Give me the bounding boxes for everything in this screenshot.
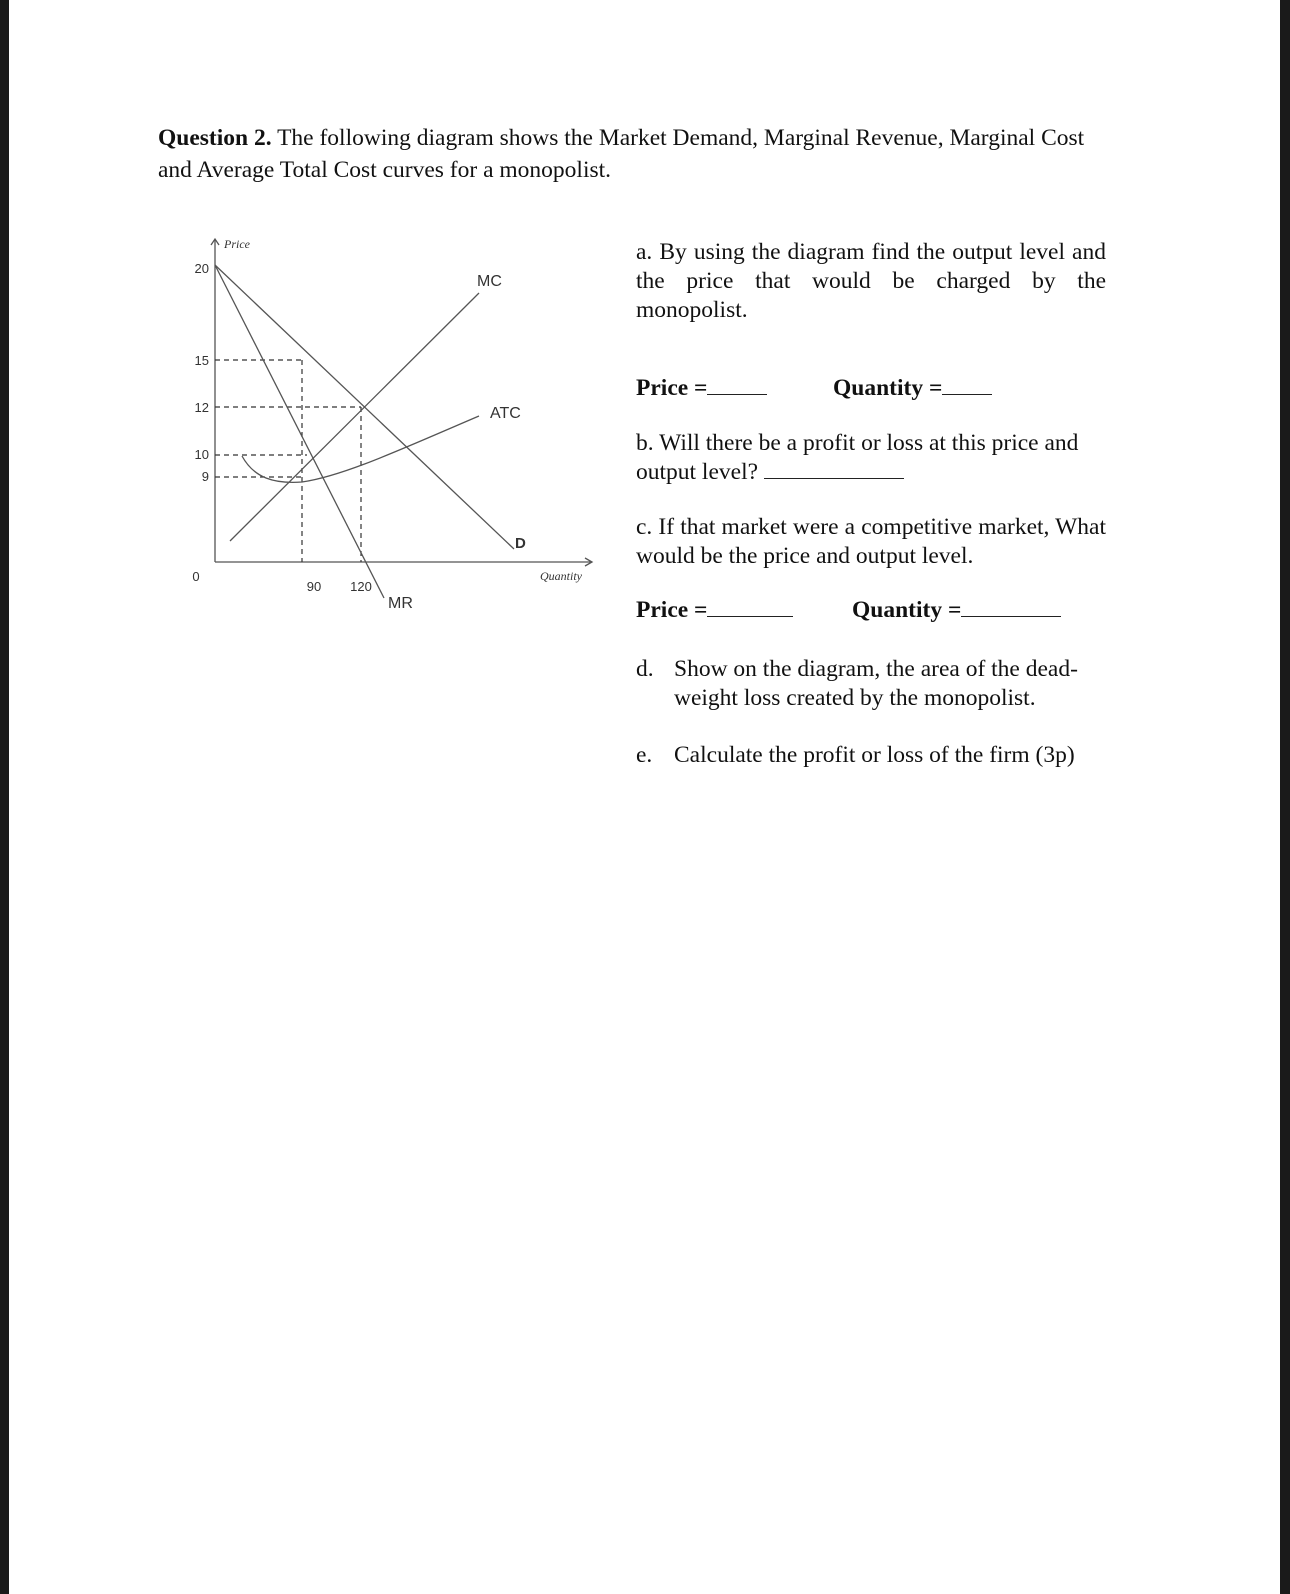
part-e-text: Calculate the profit or loss of the firm (3p) bbox=[674, 742, 1075, 768]
part-a-quantity-blank[interactable] bbox=[942, 374, 992, 395]
qty-tick-90: 90 bbox=[306, 579, 322, 594]
question-intro bbox=[158, 122, 1118, 186]
mc-curve bbox=[230, 293, 479, 541]
price-tick-9: 9 bbox=[201, 469, 209, 484]
part-e-marker: e. bbox=[636, 742, 653, 768]
part-c-price-blank[interactable] bbox=[707, 596, 793, 617]
document-page bbox=[9, 0, 1280, 1594]
part-c-price bbox=[636, 596, 793, 624]
price-tick-10: 10 bbox=[194, 447, 209, 462]
origin-label: 0 bbox=[192, 569, 200, 584]
part-a-text: a. By using the diagram find the output level and the price that would be charged by the monopolist. bbox=[636, 239, 1106, 323]
x-axis-title: Quantity bbox=[540, 569, 582, 583]
part-b bbox=[636, 429, 1106, 487]
price-tick-15: 15 bbox=[194, 353, 209, 368]
atc-label: ATC bbox=[490, 405, 521, 422]
part-a-price-blank[interactable] bbox=[707, 374, 767, 395]
question-text: The following diagram shows the Market Demand, Marginal Revenue, Marginal Cost and Average Total Cost curves for a monopolist. bbox=[158, 125, 1085, 183]
mr-label: MR bbox=[388, 595, 413, 612]
price-tick-20: 20 bbox=[194, 261, 209, 276]
part-c-quantity bbox=[852, 596, 1061, 624]
part-b-text: b. Will there be a profit or loss at this price and output level? bbox=[636, 430, 1079, 485]
price-tick-12: 12 bbox=[194, 400, 209, 415]
mr-curve bbox=[215, 265, 384, 598]
monopoly-diagram bbox=[174, 228, 604, 628]
part-a-quantity bbox=[833, 374, 992, 402]
y-axis-title: Price bbox=[224, 237, 250, 251]
part-c-price-label: Price = bbox=[636, 597, 708, 623]
part-d bbox=[636, 655, 1106, 713]
part-a-price bbox=[636, 374, 767, 402]
part-e bbox=[636, 741, 1106, 770]
question-label: Question 2. bbox=[158, 125, 272, 151]
part-b-blank[interactable] bbox=[764, 458, 904, 479]
part-d-marker: d. bbox=[636, 656, 654, 682]
demand-label: D bbox=[515, 535, 526, 552]
qty-tick-120: 120 bbox=[350, 579, 372, 594]
part-a-price-label: Price = bbox=[636, 375, 708, 401]
part-c-quantity-label: Quantity = bbox=[852, 597, 962, 623]
part-c-quantity-blank[interactable] bbox=[961, 596, 1061, 617]
part-c-text: c. If that market were a competitive market, What would be the price and output level. bbox=[636, 514, 1106, 569]
part-d-text: Show on the diagram, the area of the dead-weight loss created by the monopolist. bbox=[674, 656, 1078, 711]
part-a-quantity-label: Quantity = bbox=[833, 375, 943, 401]
mc-label: MC bbox=[477, 273, 502, 290]
